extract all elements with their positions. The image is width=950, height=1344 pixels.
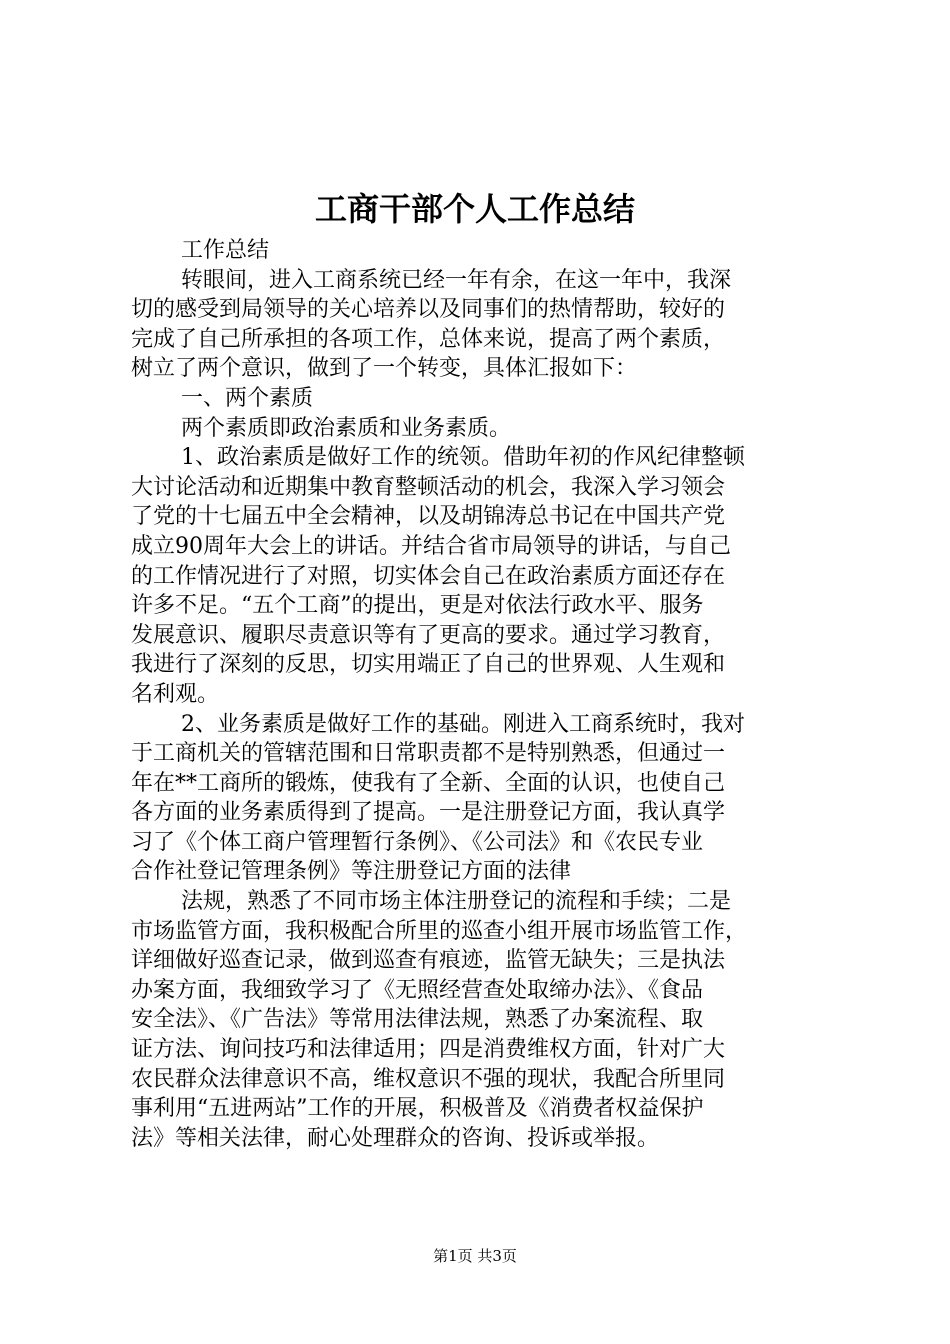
text-line: 转眼间，进入工商系统已经一年有余，在这一年中，我深: [181, 267, 732, 293]
text-line: 工作总结: [181, 238, 270, 263]
text-line: 完成了自己所承担的各项工作，总体来说，提高了两个素质，: [131, 326, 726, 352]
text-line: 法规，熟悉了不同市场主体注册登记的流程和手续；二是: [181, 889, 732, 915]
text-line: 1、政治素质是做好工作的统领。借助年初的作风纪律整顿: [181, 445, 745, 471]
document-body: [131, 236, 831, 1153]
text-line: 市场监管方面，我积极配合所里的巡查小组开展市场监管工作，: [131, 918, 748, 944]
text-line: 于工商机关的管辖范围和日常职责都不是特别熟悉，但通过一: [131, 741, 726, 767]
text-line: 证方法、询问技巧和法律适用；四是消费维权方面，针对广大: [131, 1037, 726, 1063]
text-line: 切的感受到局领导的关心培养以及同事们的热情帮助，较好的: [131, 297, 726, 323]
text-line: 我进行了深刻的反思，切实用端正了自己的世界观、人生观和: [131, 652, 726, 678]
text-line: 办案方面，我细致学习了《无照经营查处取缔办法》、《食品: [131, 977, 704, 1003]
text-line: 两个素质即政治素质和业务素质。: [181, 415, 512, 441]
text-line: 成立90周年大会上的讲话。并结合省市局领导的讲话，与自己: [131, 533, 731, 559]
text-line: 2、业务素质是做好工作的基础。刚进入工商系统时，我对: [181, 711, 745, 737]
text-line: 发展意识、履职尽责意识等有了更高的要求。通过学习教育，: [131, 622, 726, 648]
text-line: 各方面的业务素质得到了提高。一是注册登记方面，我认真学: [131, 800, 726, 826]
text-line: 了党的十七届五中全会精神，以及胡锦涛总书记在中国共产党: [131, 504, 726, 530]
text-line: 法》等相关法律，耐心处理群众的咨询、投诉或举报。: [131, 1125, 660, 1151]
page-footer: 第1页 共3页: [433, 1247, 517, 1265]
text-line: 的工作情况进行了对照，切实体会自己在政治素质方面还存在: [131, 563, 726, 589]
text-line: 安全法》、《广告法》等常用法律法规，熟悉了办案流程、取: [131, 1007, 704, 1033]
text-line: 农民群众法律意识不高，维权意识不强的现状，我配合所里同: [131, 1066, 726, 1092]
text-line: 一、两个素质: [181, 385, 314, 411]
text-line: 年在**工商所的锻炼，使我有了全新、全面的认识，也使自己: [131, 770, 726, 796]
text-line: 许多不足。“五个工商”的提出，更是对依法行政水平、服务: [131, 593, 704, 619]
text-line: 详细做好巡查记录，做到巡查有痕迹，监管无缺失；三是执法: [131, 948, 726, 974]
text-line: 树立了两个意识，做到了一个转变，具体汇报如下：: [131, 356, 638, 382]
text-line: 合作社登记管理条例》等注册登记方面的法律: [131, 859, 572, 885]
text-line: 大讨论活动和近期集中教育整顿活动的机会，我深入学习领会: [131, 474, 726, 500]
text-line: 事利用“五进两站”工作的开展，积极普及《消费者权益保护: [131, 1096, 704, 1122]
text-line: 习了《个体工商户管理暂行条例》、《公司法》和《农民专业: [131, 829, 704, 855]
text-line: 名利观。: [131, 681, 220, 707]
document-title: 工商干部个人工作总结: [314, 190, 635, 228]
